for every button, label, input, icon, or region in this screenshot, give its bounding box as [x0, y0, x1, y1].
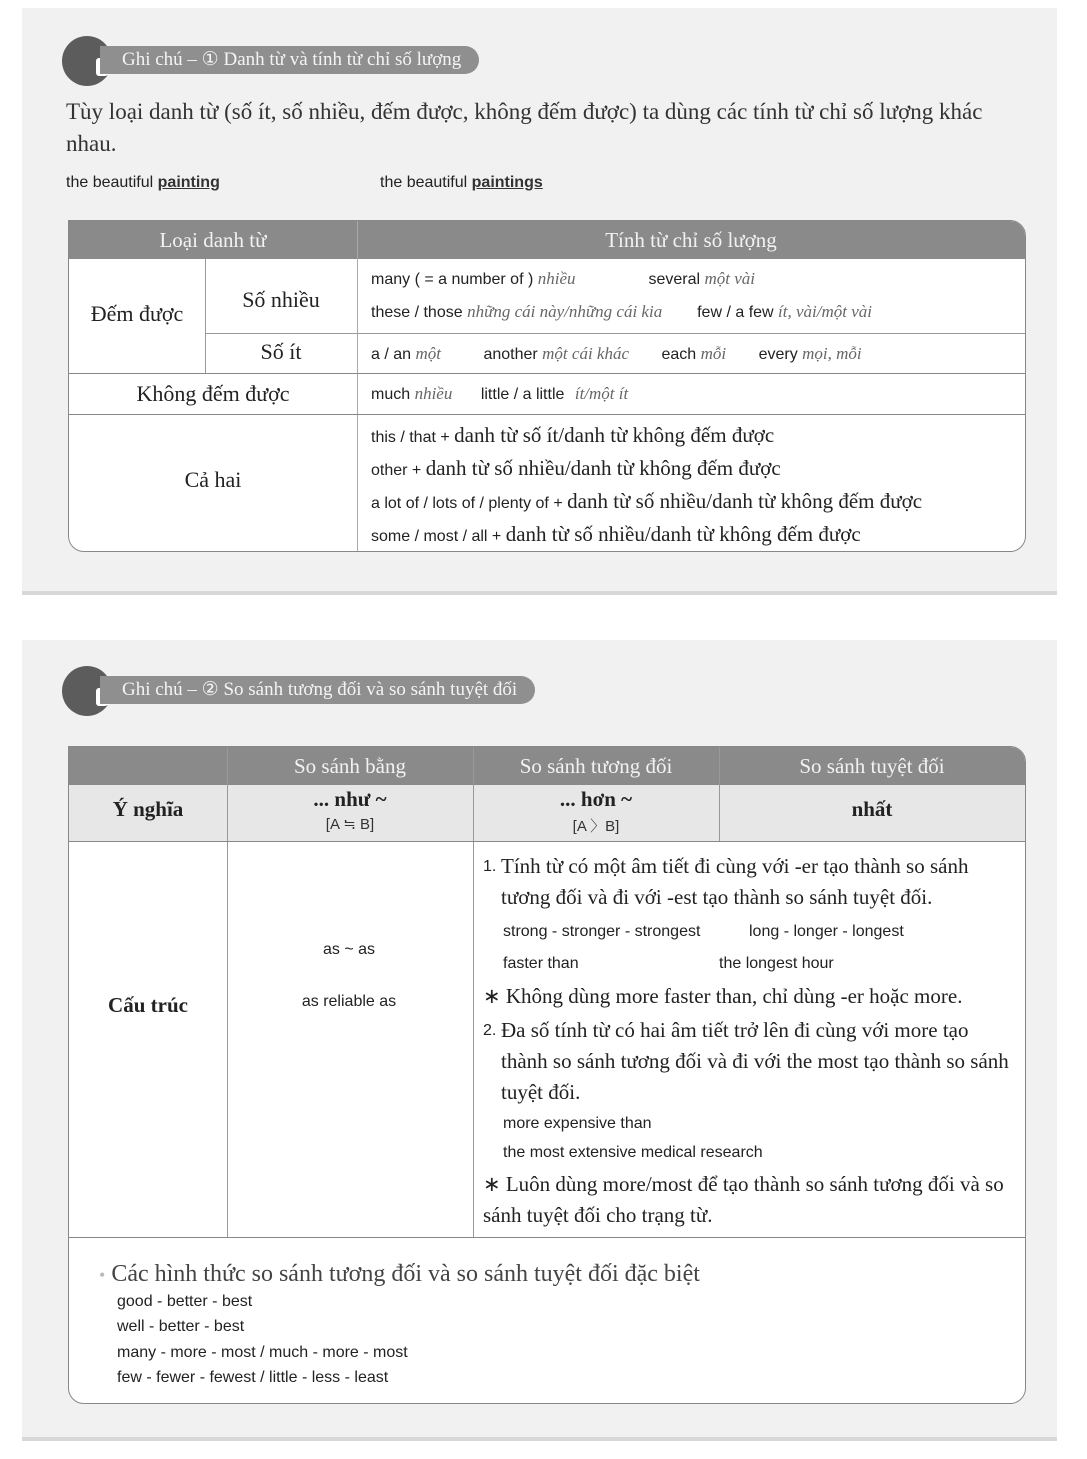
comparison-table	[68, 746, 1026, 1404]
intro-text: Tùy loại danh từ (số ít, số nhiều, đếm được, không đếm được) ta dùng các tính từ chỉ số lượng khác nhau.	[66, 99, 983, 156]
header-relative: So sánh tương đối	[519, 754, 673, 778]
special-forms-title: • Các hình thức so sánh tương đối và so sánh tuyệt đối đặc biệt	[99, 1261, 700, 1287]
rule1-example-2a: faster than	[503, 955, 579, 972]
label-singular: Số ít	[260, 339, 302, 364]
label-meaning: Ý nghĩa	[112, 797, 184, 821]
rule1-example-1b: long - longer - longest	[749, 923, 904, 940]
rule2-note: ∗ Luôn dùng more/most để tạo thành so sánh tương đối và so sánh tuyệt đối cho trạng từ.	[483, 1172, 1004, 1227]
special-form-item: good - better - best	[117, 1293, 253, 1310]
equal-formula: [A ≒ B]	[325, 816, 375, 833]
table-header	[69, 221, 1025, 259]
rule1-note: ∗ Không dùng more faster than, chỉ dùng -er hoặc more.	[483, 984, 963, 1008]
rule1-text: Tính từ có một âm tiết đi cùng với -er tạo thành so sánh tương đối và đi với -est tạo thành so sánh tuyệt đối.	[501, 854, 969, 909]
label-uncountable: Không đếm được	[136, 381, 290, 406]
uncountable-row: much nhiều little / a little ít/một ít	[371, 384, 629, 403]
relative-formula: [A 〉B]	[572, 818, 620, 835]
special-form-item: many - more - most / much - more - most	[117, 1344, 408, 1361]
singular-row: a / an một another một cái khác each mỗi every mọi, mỗi	[371, 344, 862, 363]
absolute-meaning: nhất	[851, 797, 893, 821]
special-form-item: well - better - best	[117, 1318, 245, 1335]
equal-example: as reliable as	[301, 993, 397, 1010]
rule1-example-2b: the longest hour	[719, 955, 834, 972]
both-row-3: a lot of / lots of / plenty of + danh từ số nhiều/danh từ không đếm được	[371, 489, 923, 513]
example-singular: the beautiful painting	[66, 174, 220, 191]
equal-meaning: ... như ~	[313, 787, 387, 811]
example-plural: the beautiful paintings	[380, 174, 543, 191]
header-absolute: So sánh tuyệt đối	[799, 754, 945, 778]
relative-meaning: ... hơn ~	[559, 787, 633, 811]
rule2-example-2: the most extensive medical research	[503, 1144, 763, 1161]
rule2-number: 2.	[483, 1022, 497, 1039]
label-structure: Cấu trúc	[108, 993, 188, 1017]
table-header	[69, 747, 1025, 785]
note-panel-quantity	[22, 8, 1057, 595]
both-row-2: other + danh từ số nhiều/danh từ không đếm được	[371, 456, 781, 480]
plural-row-1: many ( = a number of ) nhiều several một vài	[371, 269, 755, 288]
header-noun-type: Loại danh từ	[159, 228, 267, 252]
rule2-text: Đa số tính từ có hai âm tiết trở lên đi cùng với more tạo thành so sánh tương đối và đi với the most tạo thành so sánh tuyệt đối.	[501, 1018, 1009, 1104]
header-quantity-adj: Tính từ chỉ số lượng	[605, 228, 777, 252]
rule2-example-1: more expensive than	[503, 1115, 652, 1132]
quantity-table	[68, 220, 1026, 552]
rule1-example-1a: strong - stronger - strongest	[503, 923, 701, 940]
label-both: Cả hai	[184, 467, 242, 492]
header-equal: So sánh bằng	[294, 754, 406, 778]
special-form-item: few - fewer - fewest / little - less - least	[117, 1369, 389, 1386]
rule1-number: 1.	[483, 858, 497, 875]
both-row-4: some / most / all + danh từ số nhiều/danh từ không đếm được	[371, 522, 861, 546]
plural-row-2: these / those những cái này/những cái kia few / a few ít, vài/một vài	[371, 302, 873, 321]
equal-structure: as ~ as	[322, 941, 376, 958]
label-plural: Số nhiều	[242, 287, 320, 312]
label-countable: Đếm được	[90, 301, 184, 326]
note-title: Ghi chú – ② So sánh tương đối và so sánh tuyệt đối	[100, 676, 535, 704]
both-row-1: this / that + danh từ số ít/danh từ không đếm được	[371, 423, 775, 447]
note-title: Ghi chú – ① Danh từ và tính từ chỉ số lượng	[100, 46, 479, 74]
note-panel-comparison	[22, 640, 1057, 1441]
